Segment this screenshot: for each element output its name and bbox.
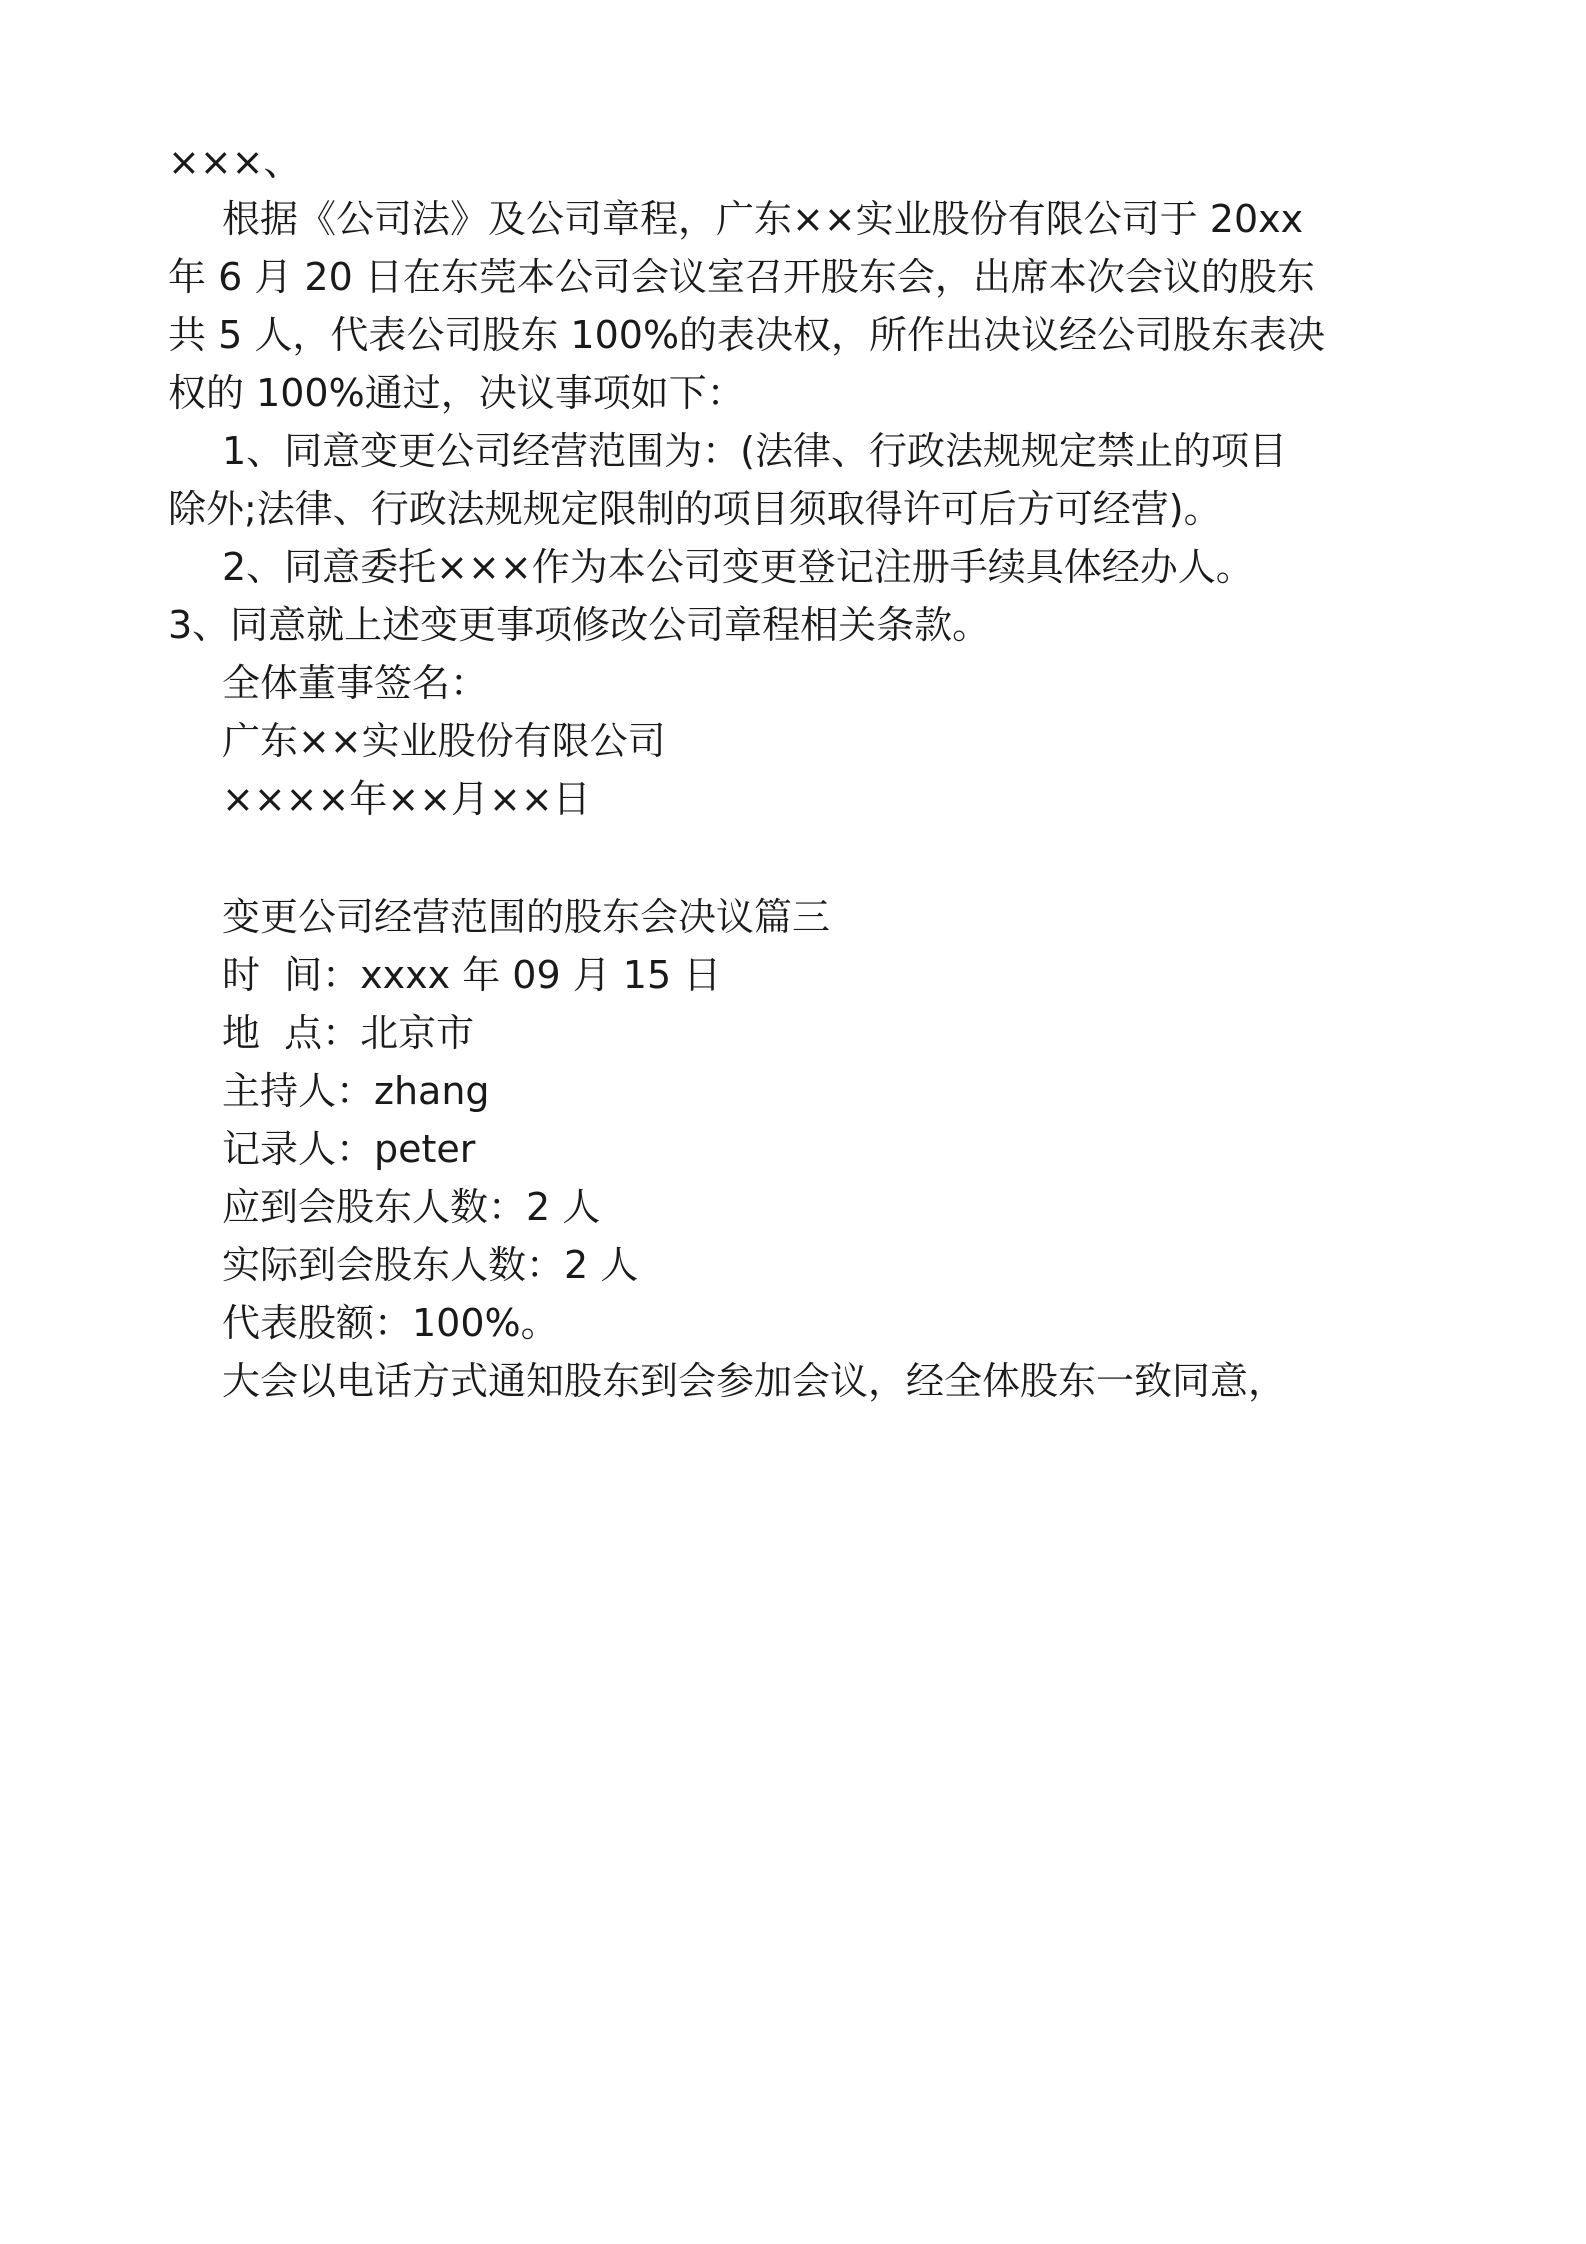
intro-line-3: 共 5 人，代表公司股东 100%的表决权，所作出决议经公司股东表决: [168, 313, 1326, 357]
resolution-item-1-line-2: 除外;法律、行政法规规定限制的项目须取得许可后方可经营)。: [168, 487, 1222, 531]
section-title: 变更公司经营范围的股东会决议篇三: [222, 895, 831, 939]
resolution-item-3: 3、同意就上述变更事项修改公司章程相关条款。: [168, 603, 991, 647]
meeting-place: 地 点：北京市: [222, 1011, 475, 1055]
expected-attendance: 应到会股东人数：2 人: [222, 1185, 601, 1229]
intro-line-1: 根据《公司法》及公司章程，广东××实业股份有限公司于 20xx: [222, 197, 1304, 241]
company-name: 广东××实业股份有限公司: [222, 719, 666, 763]
resolution-item-1-line-1: 1、同意变更公司经营范围为：(法律、行政法规规定禁止的项目: [222, 429, 1288, 473]
intro-line-4: 权的 100%通过，决议事项如下：: [168, 371, 745, 415]
notice-line: 大会以电话方式通知股东到会参加会议，经全体股东一致同意，: [222, 1359, 1287, 1403]
share-represented: 代表股额：100%。: [222, 1301, 559, 1345]
meeting-host: 主持人：zhang: [222, 1069, 490, 1113]
signature-date: ××××年××月××日: [222, 777, 591, 821]
actual-attendance: 实际到会股东人数：2 人: [222, 1243, 639, 1287]
signature-label: 全体董事签名：: [222, 661, 489, 705]
meeting-time: 时 间：xxxx 年 09 月 15 日: [222, 953, 722, 997]
meeting-recorder: 记录人：peter: [222, 1127, 476, 1171]
salutation: ×××、: [168, 140, 302, 184]
intro-line-2: 年 6 月 20 日在东莞本公司会议室召开股东会，出席本次会议的股东: [168, 255, 1315, 299]
resolution-item-2: 2、同意委托×××作为本公司变更登记注册手续具体经办人。: [222, 545, 1254, 589]
